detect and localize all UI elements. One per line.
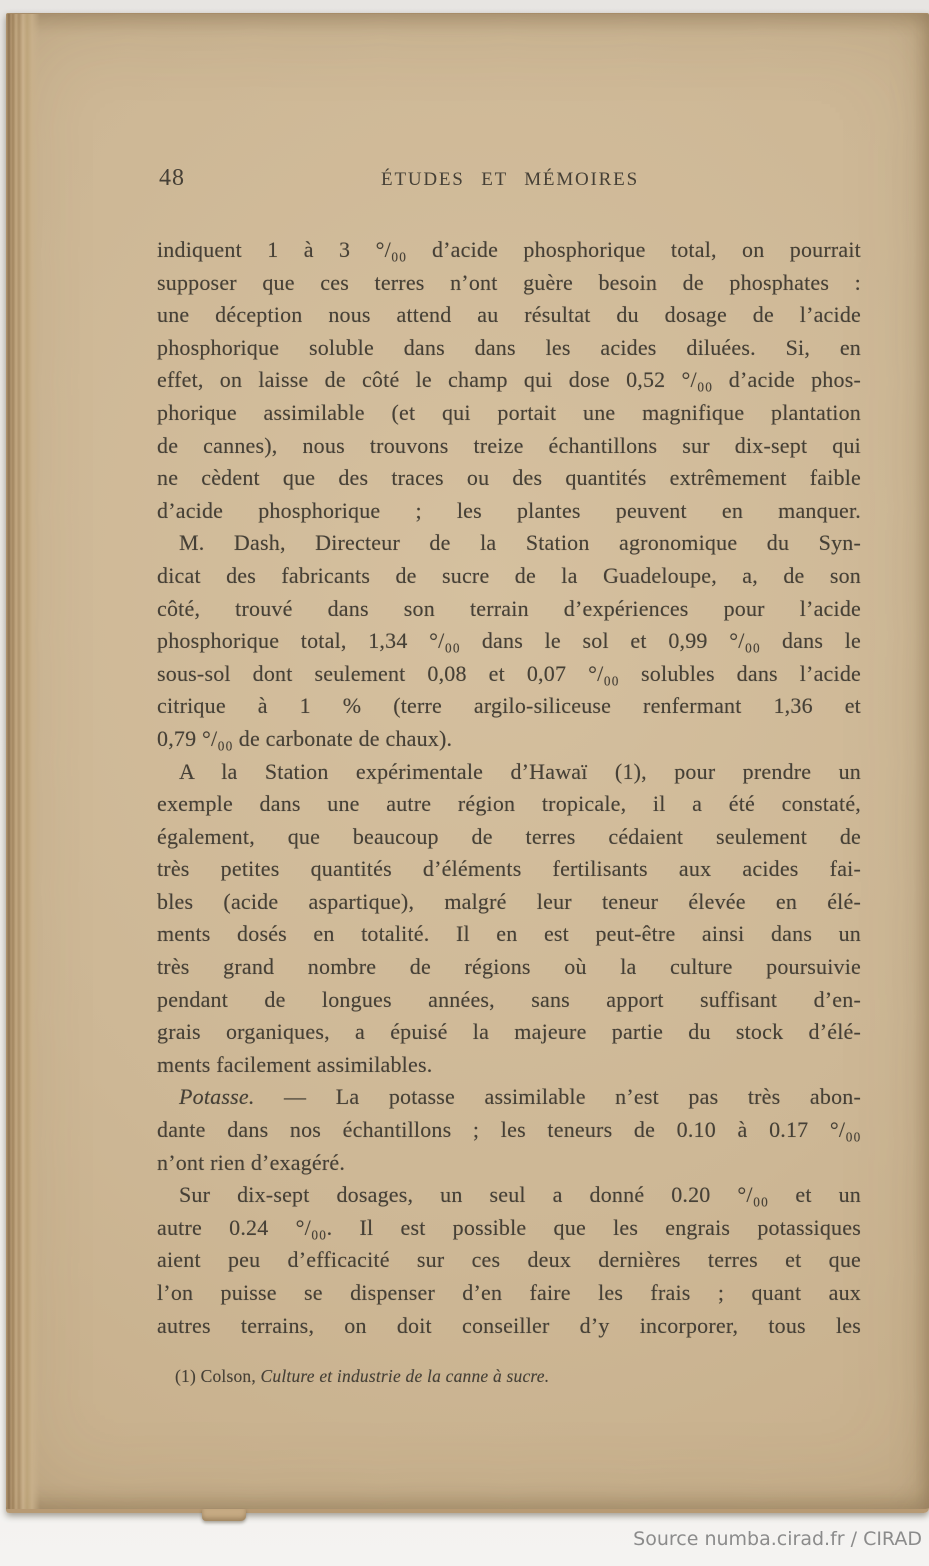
- text-line: pendant de longues années, sans apport suffisant d’en-: [157, 986, 861, 1012]
- text-line: d’acide phosphorique ; les plantes peuvent en manquer.: [157, 497, 861, 523]
- page-number: 48: [159, 165, 185, 191]
- text-line: côté, trouvé dans son terrain d’expériences pour l’acide: [157, 595, 861, 621]
- text-line: ments facilement assimilables.: [157, 1051, 433, 1077]
- text-line: phosphorique total, 1,34 °/₀₀ dans le sol et 0,99 °/₀₀ dans le: [157, 628, 861, 654]
- text-line: indiquent 1 à 3 °/₀₀ d’acide phosphorique total, on pourrait: [157, 237, 861, 262]
- text-line: Potasse. — La potasse assimilable n’est pas très abon-: [179, 1084, 861, 1110]
- book-spine-page-edges: [6, 14, 40, 1509]
- text-line: très grand nombre de régions où la culture poursuivie: [157, 954, 861, 980]
- text-line: effet, on laisse de côté le champ qui dose 0,52 °/₀₀ d’acide phos-: [157, 367, 861, 393]
- text-line: l’on puisse se dispenser d’en faire les frais ; quant aux: [157, 1280, 861, 1305]
- paragraph-lead-italic: Potasse.: [179, 1084, 255, 1110]
- credit-bar: [0, 1514, 929, 1566]
- text-line: grais organiques, a épuisé la majeure partie du stock d’élé-: [157, 1019, 861, 1045]
- text-line: dante dans nos échantillons ; les teneurs de 0.10 à 0.17 °/₀₀: [157, 1117, 861, 1143]
- printed-text-area: [157, 161, 863, 1386]
- text-line: supposer que ces terres n’ont guère besoin de phosphates :: [157, 269, 861, 295]
- text-line: aient peu d’efficacité sur ces deux dernières terres et que: [157, 1247, 861, 1273]
- text-line: ne cèdent que des traces ou des quantités extrêmement faible: [157, 465, 861, 491]
- text-line: Sur dix-sept dosages, un seul a donné 0.20 °/₀₀ et un: [179, 1182, 861, 1208]
- text-line: phosphorique soluble dans dans les acides diluées. Si, en: [157, 334, 861, 360]
- text-line: A la Station expérimentale d’Hawaï (1), pour prendre un: [179, 758, 861, 784]
- running-header: ÉTUDES ET MÉMOIRES: [381, 169, 639, 190]
- text-body: [157, 234, 861, 1342]
- text-line: de cannes), nous trouvons treize échantillons sur dix-sept qui: [157, 432, 861, 458]
- text-line: ments dosés en totalité. Il en est peut-être ainsi dans un: [157, 921, 861, 947]
- text-line: bles (acide aspartique), malgré leur teneur élevée en élé-: [157, 888, 861, 914]
- text-line: M. Dash, Directeur de la Station agronomique du Syn-: [179, 530, 861, 556]
- text-line: dicat des fabricants de sucre de la Guadeloupe, a, de son: [157, 562, 861, 588]
- running-header-row: [157, 161, 863, 201]
- book-page: [6, 13, 929, 1513]
- footnote-book-title: Culture et industrie de la canne à sucre.: [260, 1366, 550, 1386]
- text-line: également, que beaucoup de terres cédaient seulement de: [157, 823, 861, 849]
- text-line: très petites quantités d’éléments fertilisants aux acides fai-: [157, 856, 861, 882]
- text-line: autres terrains, on doit conseiller d’y incorporer, tous les: [157, 1312, 861, 1338]
- text-line: sous-sol dont seulement 0,08 et 0,07 °/₀₀ solubles dans l’acide: [157, 660, 861, 686]
- text-line: phorique assimilable (et qui portait une magnifique plantation: [157, 399, 861, 425]
- text-line: n’ont rien d’exagéré.: [157, 1149, 346, 1175]
- footnote: [157, 1366, 861, 1387]
- text-line: exemple dans une autre région tropicale, il a été constaté,: [157, 791, 861, 817]
- text-line: 0,79 °/₀₀ de carbonate de chaux).: [157, 725, 453, 751]
- source-credit: Source numba.cirad.fr / CIRAD: [633, 1528, 922, 1550]
- text-line: autre 0.24 °/₀₀. Il est possible que les engrais potassiques: [157, 1214, 861, 1240]
- text-line: une déception nous attend au résultat du dosage de l’acide: [157, 302, 861, 328]
- footnote-marker-author: (1) Colson,: [175, 1366, 261, 1386]
- text-line: citrique à 1 % (terre argilo-siliceuse renfermant 1,36 et: [157, 693, 861, 719]
